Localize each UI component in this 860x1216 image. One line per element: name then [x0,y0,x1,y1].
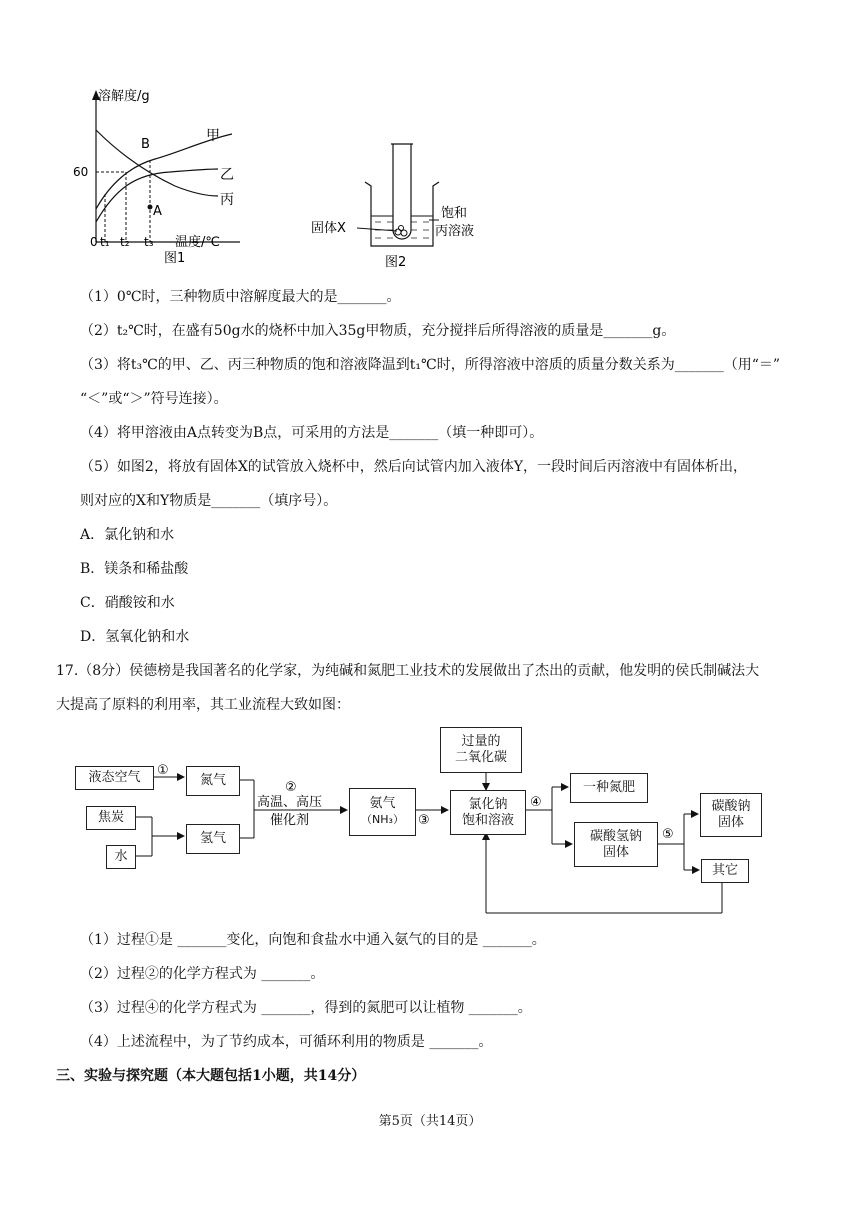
q16-part-5a: （5）如图2，将放有固体X的试管放入烧杯中，然后向试管内加入液体Y，一段时间后丙溶液中有固体析出， [80,459,748,475]
step-1-label: ① [157,763,169,778]
box-nitrogen: 氮气 [186,766,240,796]
q17-part-1: （1）过程①是 _______变化，向饱和食盐水中通入氨气的目的是 _______。 [80,932,546,948]
x-tick-t2: t₂ [120,235,130,249]
q16-option-a: A．氯化钠和水 [80,527,175,543]
label-solid-x: 固体X [311,221,346,236]
box-liquid-air: 液态空气 [75,766,154,790]
q16-part-3b: “＜”或“＞”符号连接）。 [80,391,228,407]
ammonia-line-2: （NH₃） [361,813,404,826]
step-3-label: ③ [418,813,430,828]
section-3-heading: 三、实验与探究题（本大题包括1小题，共14分） [56,1068,366,1084]
ammonia-line-1: 氨气 [369,796,396,811]
curve-label-bing: 丙 [220,192,234,208]
q16-option-d: D．氢氧化钠和水 [80,629,190,645]
q16-option-c: C．硝酸铵和水 [80,595,175,611]
q16-part-5b: 则对应的X和Y物质是_______（填序号）。 [80,493,338,509]
q17-intro-2: 大提高了原料的利用率，其工业流程大致如图： [56,697,350,713]
q16-part-2: （2）t₂℃时，在盛有50g水的烧杯中加入35g甲物质，充分搅拌后所得溶液的质量是_______g。 [80,323,676,339]
brine-line-2: 饱和溶液 [461,812,514,828]
soda-line-1: 碳酸钠 [711,799,751,814]
curve-label-jia: 甲 [206,128,220,144]
q17-part-4: （4）上述流程中，为了节约成本，可循环利用的物质是 _______。 [80,1034,493,1050]
q17-part-3: （3）过程④的化学方程式为 _______，得到的氮肥可以让植物 _______。 [80,1000,532,1016]
figure-2-caption: 图2 [385,255,407,270]
box-ammonia [349,788,416,836]
label-bing-solution: 丙溶液 [435,224,475,239]
co2-line-2: 二氧化碳 [454,750,507,765]
brine-line-1: 氯化钠 [468,796,508,812]
condition-1-label: 高温、高压 [257,795,323,810]
bicarb-line-1: 碳酸氢钠 [589,828,642,844]
bicarb-line-2: 固体 [602,844,629,860]
y-axis-label: 溶解度/g [98,89,150,104]
condition-2-label: 催化剂 [270,813,310,828]
q17-part-2: （2）过程②的化学方程式为 _______。 [80,966,325,982]
x-axis-label: 温度/℃ [175,235,220,250]
q16-part-4: （4）将甲溶液由A点转变为B点，可采用的方法是_______（填一种即可）。 [80,425,544,441]
point-b-label: B [141,137,150,152]
q16-part-1: （1）0℃时，三种物质中溶解度最大的是_______。 [80,289,401,305]
point-a-label: A [153,204,162,219]
soda-line-2: 固体 [717,815,744,830]
box-sodium-carbonate [700,793,762,837]
figure-1-caption: 图1 [164,251,186,266]
page-footer: 第5页（共14页） [378,1114,482,1129]
x-tick-t3: t₃ [144,235,154,249]
box-nitrogen-fertilizer: 一种氮肥 [570,773,648,803]
box-other: 其它 [701,859,749,883]
box-excess-co2 [440,727,522,773]
step-2-label: ② [285,780,297,795]
box-water: 水 [106,845,136,869]
box-sodium-bicarbonate [574,822,658,867]
box-saturated-brine [450,790,526,835]
q16-part-3a: （3）将t₃℃的甲、乙、丙三种物质的饱和溶液降温到t₁℃时，所得溶液中溶质的质量分数关系为_______（用“＝” [80,357,781,373]
co2-line-1: 过量的 [461,734,501,749]
curve-label-yi: 乙 [220,167,234,183]
box-hydrogen: 氢气 [186,824,240,854]
step-4-label: ④ [530,795,542,810]
box-coke: 焦炭 [86,806,136,830]
label-saturated: 饱和 [441,206,468,221]
y-tick-60: 60 [73,165,89,179]
x-tick-0: 0 [90,235,98,249]
q16-option-b: B．镁条和稀盐酸 [80,561,189,577]
step-5-label: ⑤ [662,827,674,842]
q17-intro-1: 17.（8分）侯德榜是我国著名的化学家，为纯碱和氮肥工业技术的发展做出了杰出的贡献，他发明的侯氏制碱法大 [56,663,760,679]
x-tick-t1: t₁ [100,235,110,249]
